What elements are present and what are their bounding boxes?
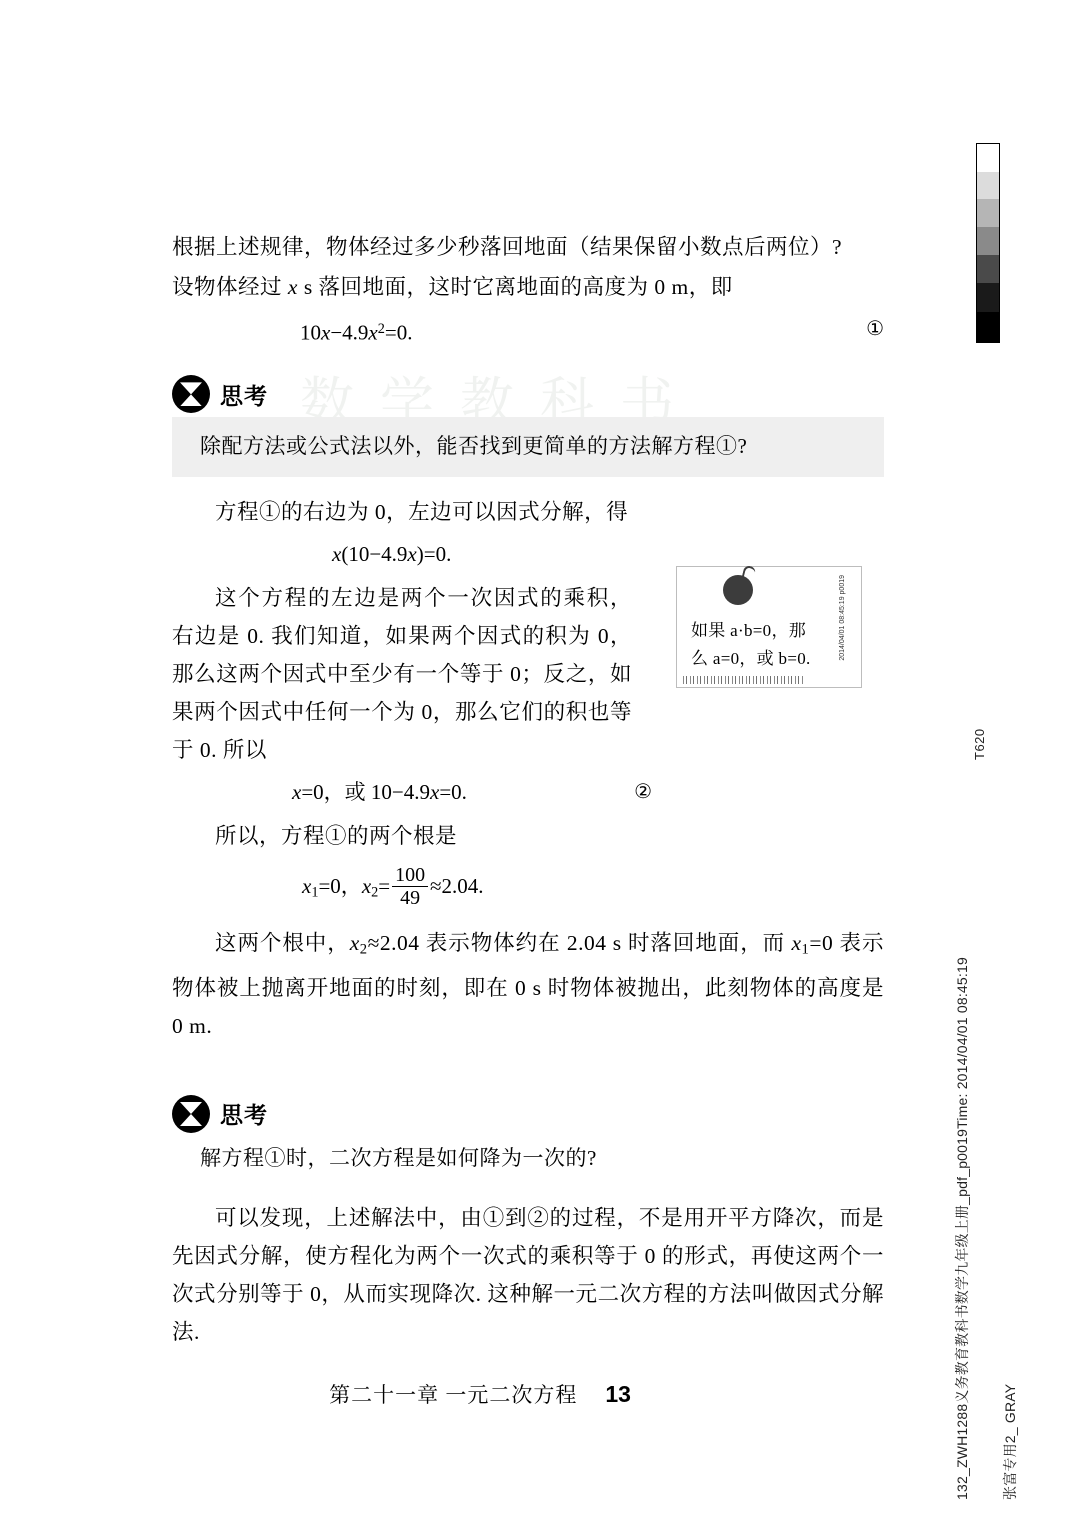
paragraph-roots-intro: 所以，方程①的两个根是 (215, 824, 458, 849)
think-heading-2 (172, 1095, 884, 1133)
side-note-barcode (683, 676, 803, 684)
fraction-100-49 (392, 865, 428, 910)
setup-text-a: 设物体经过 (172, 275, 288, 299)
paragraph-interpretation: 这两个根中，$x_2\approx 2.04$ 表示物体约在 2.04 s 时落回地面，而 $x_1=0$ 表示物体被上抛离开地面的时刻，即在 0 s 时物体被抛出，此刻物体的高度是 0 m. (172, 931, 884, 1038)
paragraph-intro-question: 根据上述规律，物体经过多少秒落回地面（结果保留小数点后两位）? (172, 235, 843, 259)
think-label-1: 思考 (220, 382, 268, 409)
paragraph-factor-intro: 方程①的右边为 0，左边可以因式分解，得 (215, 500, 629, 525)
paragraph-product-rule: 这个方程的左边是两个一次因式的乘积，右边是 0. 我们知道，如果两个因式的积为 0，那么这两个因式中至少有一个等于 0；反之，如果两个因式中任何一个为 0，那么它们的积也等于 0. 所以 (172, 586, 632, 763)
equation-1 (172, 312, 884, 349)
interp-text-a: 这两个根中， (215, 931, 350, 956)
page-footer (0, 1379, 1080, 1409)
interp-text-b: ≈2.04 表示物体约在 2.04 s 时落回地面，而 (367, 931, 786, 956)
footer-page-number: 13 (605, 1381, 631, 1407)
think-icon (172, 1095, 210, 1133)
margin-owner-text: 张富专用2_ (1002, 1427, 1018, 1500)
fraction-numerator: 100 (395, 864, 426, 887)
equation-2-body: x=0，或 10−4.9x=0. (292, 780, 467, 805)
watermark: 数学教科书 (300, 373, 700, 433)
paragraph-setup (172, 268, 884, 306)
equation-2 (172, 775, 652, 809)
side-note-text (691, 617, 851, 673)
think-icon (172, 375, 210, 413)
side-note-box (676, 566, 862, 688)
think-label-2: 思考 (220, 1102, 268, 1129)
footer-chapter-title: 第二十一章 一元二次方程 (329, 1383, 578, 1407)
color-calibration-bar (976, 143, 1000, 343)
think-box-2: 解方程①时，二次方程是如何降为一次的? (200, 1145, 597, 1170)
margin-code-vertical: T620 (972, 728, 987, 760)
bomb-icon (723, 575, 753, 605)
interp-text-c: =0 表示物体被上抛离开地面的时刻，即在 0 s 时物体被抛出，此刻物体的高度是 0 m. (172, 931, 884, 1038)
variable-x: x (287, 275, 298, 299)
side-note-line-2: 么 a=0，或 b=0. (691, 649, 811, 668)
equation-roots (172, 865, 884, 910)
main-text-column (172, 228, 884, 1353)
think-heading-1 (172, 375, 884, 413)
side-note-vertical-code: 2014/04/01 08:45:19 p0019 (839, 575, 846, 661)
margin-filepath-vertical: 132_ZWH1288义务教育教科书数学九年级上册_pdf_p0019Time: 2014/04/01 08:45:19 (954, 957, 970, 1500)
equation-1-tag: ① (866, 318, 884, 340)
equation-2-tag: ② (634, 781, 652, 804)
equation-roots-body: $x_1=0$，$x_2=$ $\frac{100}{49}$ ≈2.04. (302, 864, 484, 910)
margin-colormode-text: GRAY (1002, 1383, 1018, 1424)
equation-factored-body: x(10−4.9x)=0. (332, 542, 452, 567)
paragraph-conclusion: 可以发现，上述解法中，由①到②的过程，不是用开平方降次，而是先因式分解，使方程化为两个一次式的乘积等于 0 的形式，再使这两个一次式分别等于 0，从而实现降次. 这种解一元二次方程的方法叫做因式分解法. (172, 1205, 884, 1344)
think-box-1: 除配方法或公式法以外，能否找到更简单的方法解方程①? (172, 417, 884, 477)
fraction-denominator: 49 (392, 886, 428, 910)
setup-text-b: s 落回地面，这时它离地面的高度为 0 m，即 (297, 275, 733, 299)
side-note-line-1: 如果 a·b=0，那 (691, 621, 807, 640)
equation-1-body: $10x-4.9x^2=0$. (300, 320, 413, 345)
